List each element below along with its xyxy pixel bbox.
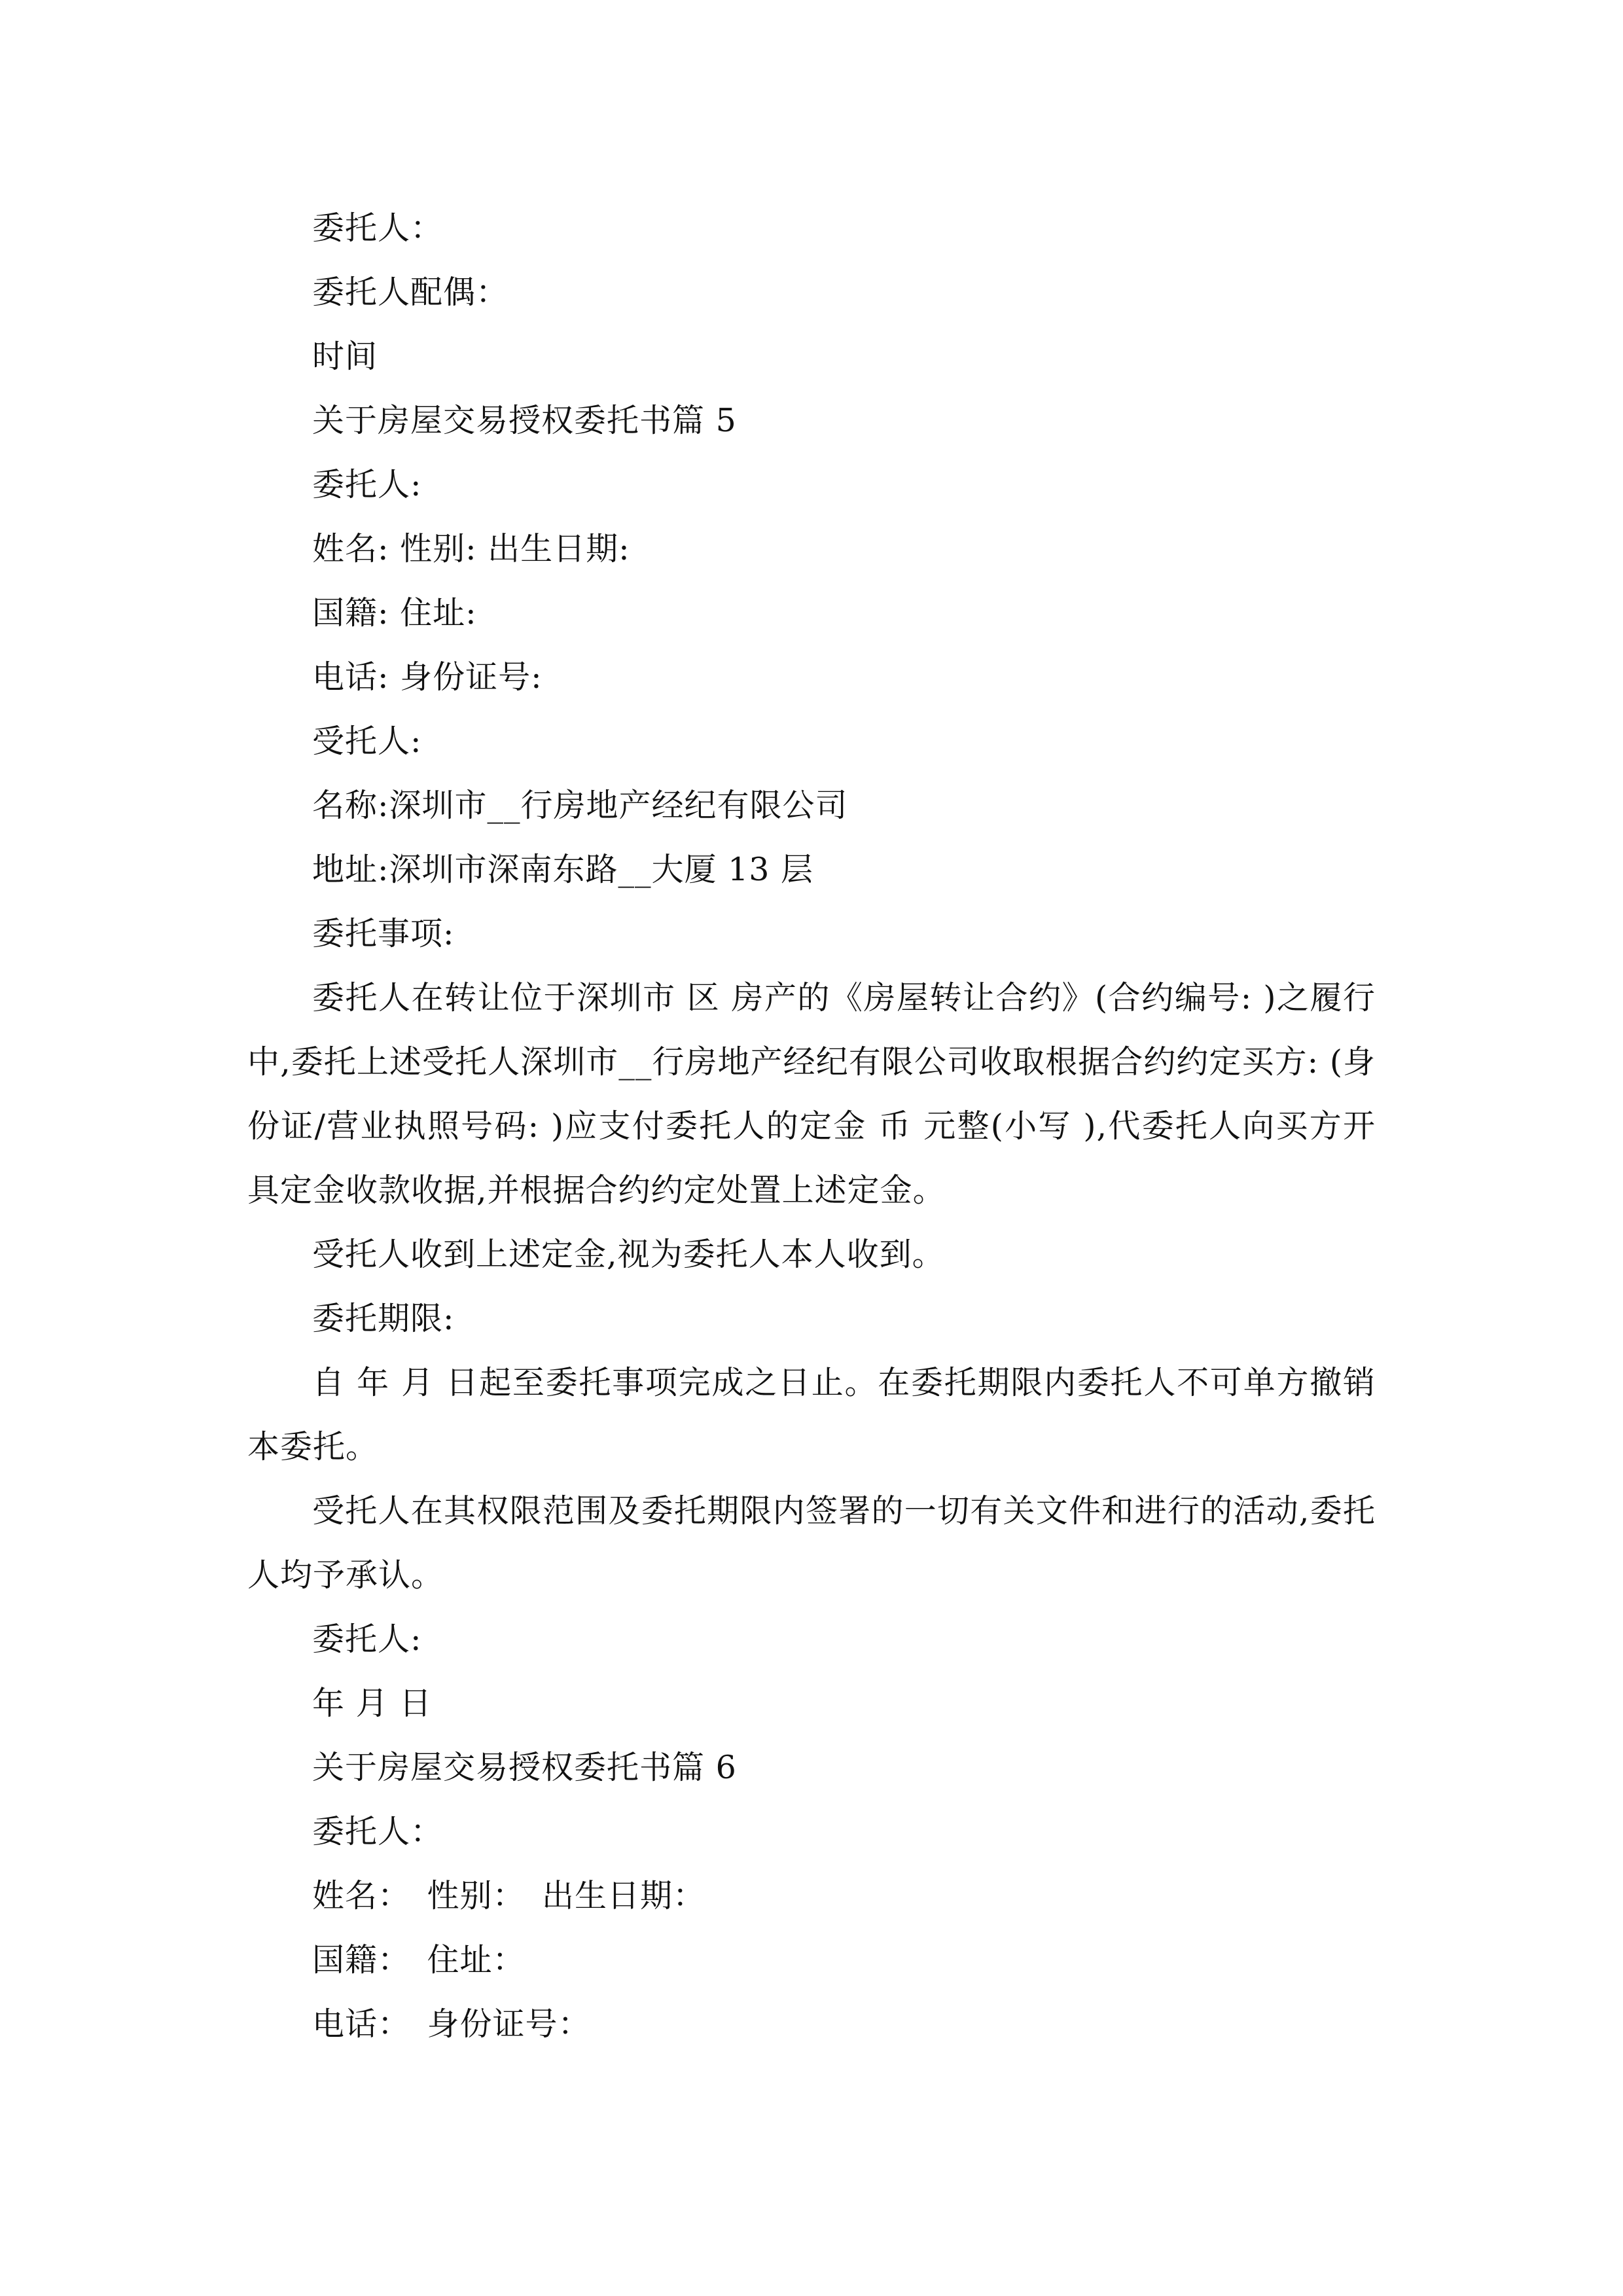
delegator-label: 委托人： [312,209,444,247]
delegator-name-gender-birth-6: 姓名： 性别： 出生日期： [312,1877,706,1914]
time-label: 时间 [312,338,378,375]
signature-delegator: 委托人: [312,1621,422,1658]
entrustment-period-heading: 委托期限: [312,1300,455,1337]
section-heading-6: 关于房屋交易授权委托书篇 6 [312,1749,737,1786]
delegator-phone-id: 电话: 身份证号: [312,658,543,696]
delegator-heading-6: 委托人： [312,1813,444,1850]
trustee-company-name: 名称:深圳市__行房地产经纪有限公司 [312,787,848,824]
entrustment-period-paragraph: 自 年 月 日起至委托事项完成之日止。在委托期限内委托人不可单方撤销本委托。 [247,1364,1376,1465]
delegator-spouse-label: 委托人配偶： [312,274,509,311]
entrusted-matters-heading: 委托事项: [312,915,455,952]
delegator-phone-id-6: 电话： 身份证号： [312,2005,591,2043]
section-heading-5: 关于房屋交易授权委托书篇 5 [312,402,737,439]
document-body [247,196,1376,2056]
signature-date: 年 月 日 [312,1685,433,1722]
acknowledgement-paragraph: 受托人在其权限范围及委托期限内签署的一切有关文件和进行的活动,委托人均予承认。 [247,1492,1376,1594]
delegator-nationality-address: 国籍: 住址: [312,594,477,632]
trustee-heading: 受托人: [312,723,422,760]
trustee-company-address: 地址:深圳市深南东路__大厦 13 层 [312,851,814,888]
deposit-receipt-statement: 受托人收到上述定金,视为委托人本人收到。 [312,1236,945,1273]
delegator-name-gender-birth: 姓名: 性别: 出生日期: [312,530,630,567]
entrusted-matters-paragraph: 委托人在转让位于深圳市 区 房产的《房屋转让合约》(合约编号: )之履行中,委托上述受托人深圳市__行房地产经纪有限公司收取根据合约约定买方: (身份证/营业执照号码: )应支付委托人的定金 币 元整(小写 ),代委托人向买方开具定金收款收据,并根据合约约定处置上述定金。 [247,979,1376,1209]
delegator-nationality-address-6: 国籍： 住址： [312,1941,526,1979]
delegator-heading: 委托人: [312,466,422,503]
